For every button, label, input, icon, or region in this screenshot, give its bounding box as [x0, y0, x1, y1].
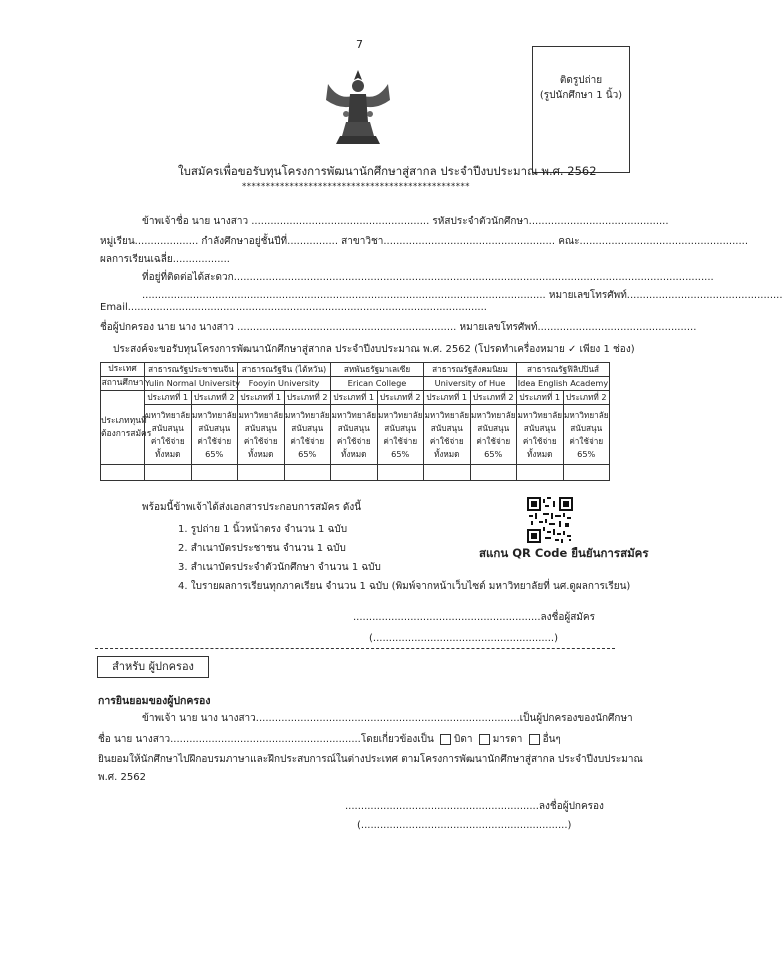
type1-option-cell[interactable] [331, 405, 378, 465]
type1-label: ประเภทที่ 1 [517, 391, 564, 405]
opt-text: สนับสนุน [523, 422, 556, 433]
opt-text: สนับสนุน [384, 422, 417, 433]
checkbox-cell[interactable] [470, 465, 517, 481]
applicant-name-line[interactable]: ข้าพเจ้าชื่อ นาย นางสาว ........................................................ รหัสประจำตัวนักศึกษา............................................ [142, 216, 669, 227]
opt-text: ค่าใช้จ่าย [336, 435, 371, 446]
section-divider [95, 648, 615, 649]
type1-option-cell[interactable] [517, 405, 564, 465]
country-cell: สาธารณรัฐประชาชนจีน [145, 363, 238, 377]
opt-text: มหาวิทยาลัย [331, 409, 377, 420]
institution-cell: Idea English Academy [517, 377, 610, 391]
applicant-name-parenthesis[interactable]: (.........................................................) [369, 633, 558, 644]
country-cell: สาธารณรัฐสังคมนิยม [424, 363, 517, 377]
opt-text: มหาวิทยาลัย [470, 409, 516, 420]
type1-option-cell[interactable] [238, 405, 285, 465]
checkbox-cell[interactable] [191, 465, 238, 481]
type2-option-cell[interactable] [191, 405, 238, 465]
checkbox-cell[interactable] [424, 465, 471, 481]
opt-text: มหาวิทยาลัย [424, 409, 470, 420]
opt-text: ค่าใช้จ่าย [476, 435, 511, 446]
country-cell: สาธารณรัฐจีน (ไต้หวัน) [238, 363, 331, 377]
guardian-signature-line[interactable]: .............................................................ลงชื่อผู้ปกครอง [345, 801, 604, 812]
doc-item: 1. รูปถ่าย 1 นิ้วหน้าตรง จำนวน 1 ฉบับ [178, 524, 348, 535]
photo-sublabel: (รูปนักศึกษา 1 นิ้ว) [539, 90, 623, 101]
checkbox-cell[interactable] [331, 465, 378, 481]
type1-label: ประเภทที่ 1 [238, 391, 285, 405]
opt-text: สนับสนุน [198, 422, 231, 433]
opt-text: ทั้งหมด [526, 448, 553, 459]
opt-text: ค่าใช้จ่าย [569, 435, 604, 446]
father-label: บิดา [454, 734, 473, 745]
qr-caption: สแกน QR Code ยืนยันการสมัคร [479, 546, 649, 560]
opt-text: มหาวิทยาลัย [145, 409, 191, 420]
table-row-institution [101, 377, 610, 391]
row-header-type-line1: ประเภททุนที่ [101, 416, 147, 426]
opt-text: มหาวิทยาลัย [377, 409, 423, 420]
opt-text: 65% [577, 448, 596, 459]
opt-text: ทั้งหมด [154, 448, 181, 459]
page-number: 7 [356, 38, 363, 51]
guardian-phone-line[interactable]: ชื่อผู้ปกครอง นาย นาง นางสาว ..................................................................... หมายเลขโทรศัพท์.................................................. [100, 322, 697, 333]
opt-text: ทั้งหมด [433, 448, 460, 459]
class-year-major-line[interactable]: หมู่เรียน.................... กำลังศึกษาอยู่ชั้นปีที่................ สาขาวิชา...................................................... คณะ..................................................... [100, 236, 749, 247]
opt-text: มหาวิทยาลัย [563, 409, 609, 420]
docs-intro: พร้อมนี้ข้าพเจ้าได้ส่งเอกสารประกอบการสมัคร ดังนี้ [142, 502, 362, 513]
title-underline-stars: ************************************************ [242, 182, 470, 192]
qr-code[interactable] [527, 497, 573, 543]
institution-cell: University of Hue [424, 377, 517, 391]
mother-checkbox[interactable] [479, 734, 490, 745]
row-header-country: ประเทศ [101, 363, 145, 377]
photo-placeholder-box[interactable] [532, 46, 630, 173]
opt-text: สนับสนุน [291, 422, 324, 433]
gpa-line[interactable]: ผลการเรียนเฉลี่ย.................. [100, 254, 230, 265]
country-cell: สหพันธรัฐมาเลเซีย [331, 363, 424, 377]
opt-text: ค่าใช้จ่าย [383, 435, 418, 446]
consent-statement: ยินยอมให้นักศึกษาไปฝึกอบรมภาษาและฝึกประสบการณ์ในต่างประเทศ ตามโครงการพัฒนานักศึกษาสู่สากล ประจำปีงบประมาณ [98, 754, 643, 765]
institution-cell: Yulin Normal University [145, 377, 238, 391]
table-row-checkbox [101, 465, 610, 481]
row-header-type [101, 391, 152, 465]
opt-text: มหาวิทยาลัย [517, 409, 563, 420]
student-name-text: ชื่อ นาย นางสาว............................................................โดยเกี่ยวข้องเป็น [98, 734, 434, 745]
table-row-options [101, 405, 610, 465]
address-line[interactable]: ที่อยู่ที่ติดต่อได้สะดวก....................................................................................................................................................... [142, 272, 714, 283]
type1-label: ประเภทที่ 1 [331, 391, 378, 405]
checkbox-cell[interactable] [145, 465, 192, 481]
other-checkbox[interactable] [529, 734, 540, 745]
opt-text: สนับสนุน [337, 422, 370, 433]
opt-text: ค่าใช้จ่าย [429, 435, 464, 446]
guardian-section-label: สำหรับ ผู้ปกครอง [97, 656, 209, 678]
student-relation-line[interactable] [98, 732, 561, 747]
type1-label: ประเภทที่ 1 [424, 391, 471, 405]
address-phone-line[interactable]: ............................................................................................................................... หมายเลขโทรศัพท์................................................. [142, 290, 783, 301]
opt-text: สนับสนุน [430, 422, 463, 433]
guardian-name-line[interactable]: ข้าพเจ้า นาย นาง นางสาว...................................................................................เป็นผู้ปกครองของนักศึกษา [142, 713, 633, 724]
doc-item: 3. สำเนาบัตรประจำตัวนักศึกษา จำนวน 1 ฉบับ [178, 562, 381, 573]
type1-option-cell[interactable] [145, 405, 192, 465]
type2-option-cell[interactable] [377, 405, 424, 465]
type2-label: ประเภทที่ 2 [470, 391, 517, 405]
opt-text: 65% [391, 448, 410, 459]
institution-cell: Fooyin University [238, 377, 331, 391]
opt-text: ทั้งหมด [247, 448, 274, 459]
opt-text: มหาวิทยาลัย [284, 409, 330, 420]
type2-option-cell[interactable] [563, 405, 610, 465]
scholarship-table [100, 362, 610, 481]
institution-cell: Erican College [331, 377, 424, 391]
opt-text: สนับสนุน [244, 422, 277, 433]
father-checkbox[interactable] [440, 734, 451, 745]
checkbox-cell[interactable] [284, 465, 331, 481]
opt-text: สนับสนุน [151, 422, 184, 433]
opt-text: สนับสนุน [570, 422, 603, 433]
opt-text: ค่าใช้จ่าย [290, 435, 325, 446]
opt-text: 65% [298, 448, 317, 459]
country-cell: สาธารณรัฐฟิลิปปินส์ [517, 363, 610, 377]
row-header-institution: สถานศึกษา [101, 377, 145, 391]
opt-text: มหาวิทยาลัย [191, 409, 237, 420]
photo-label: ติดรูปถ่าย [559, 75, 603, 86]
checkbox-cell[interactable] [563, 465, 610, 481]
purpose-line: ประสงค์จะขอรับทุนโครงการพัฒนานักศึกษาสู่สากล ประจำปีงบประมาณ พ.ศ. 2562 (โปรดทำเครื่องหมาย ✓ เพียง 1 ช่อง) [113, 344, 635, 355]
applicant-signature-line[interactable]: ...........................................................ลงชื่อผู้สมัคร [353, 612, 595, 623]
type2-option-cell[interactable] [470, 405, 517, 465]
garuda-emblem [318, 66, 398, 148]
type2-label: ประเภทที่ 2 [563, 391, 610, 405]
opt-text: สนับสนุน [477, 422, 510, 433]
doc-item: 4. ใบรายผลการเรียนทุกภาคเรียน จำนวน 1 ฉบับ (พิมพ์จากหน้าเว็บไซต์ มหาวิทยาลัยที่ นศ.ดูผลการเรียน) [178, 581, 631, 592]
opt-text: ค่าใช้จ่าย [150, 435, 185, 446]
opt-text: ค่าใช้จ่าย [522, 435, 557, 446]
type1-option-cell[interactable] [424, 405, 471, 465]
checkbox-cell[interactable] [238, 465, 285, 481]
table-row-type [101, 391, 610, 405]
guardian-name-parenthesis[interactable]: (.................................................................) [357, 820, 572, 831]
guardian-consent-heading: การยินยอมของผู้ปกครอง [98, 695, 211, 707]
table-row-country [101, 363, 610, 377]
checkbox-cell[interactable] [377, 465, 424, 481]
mother-label: มารดา [492, 734, 523, 745]
type2-label: ประเภทที่ 2 [284, 391, 331, 405]
opt-text: 65% [205, 448, 224, 459]
form-title: ใบสมัครเพื่อขอรับทุนโครงการพัฒนานักศึกษาสู่สากล ประจำปีงบประมาณ พ.ศ. 2562 [178, 164, 597, 178]
checkbox-cell[interactable] [517, 465, 564, 481]
empty-cell [101, 465, 145, 481]
consent-statement-year: พ.ศ. 2562 [98, 772, 146, 783]
opt-text: 65% [484, 448, 503, 459]
type2-option-cell[interactable] [284, 405, 331, 465]
opt-text: มหาวิทยาลัย [238, 409, 284, 420]
opt-text: ค่าใช้จ่าย [197, 435, 232, 446]
opt-text: ทั้งหมด [340, 448, 367, 459]
doc-item: 2. สำเนาบัตรประชาชน จำนวน 1 ฉบับ [178, 543, 346, 554]
row-header-type-line2: ต้องการสมัคร [101, 428, 152, 439]
email-line[interactable]: Email................................................................................................................. [100, 302, 487, 313]
other-label: อื่นๆ [542, 734, 561, 745]
opt-text: ค่าใช้จ่าย [243, 435, 278, 446]
type2-label: ประเภทที่ 2 [191, 391, 238, 405]
type1-label: ประเภทที่ 1 [145, 391, 192, 405]
type2-label: ประเภทที่ 2 [377, 391, 424, 405]
